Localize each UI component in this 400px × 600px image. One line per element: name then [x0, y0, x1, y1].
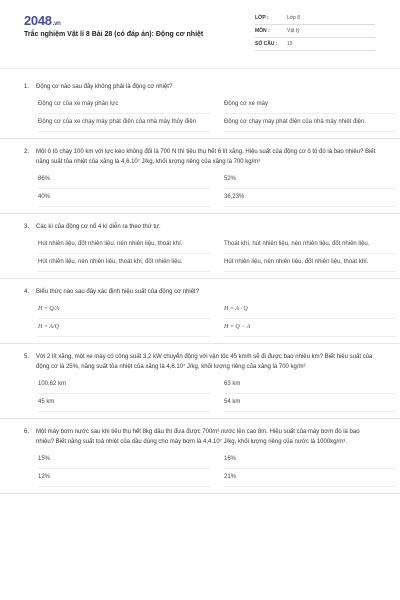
answer-options	[0, 447, 400, 493]
answer-options	[0, 372, 400, 418]
question-text: Các kì của động cơ nổ 4 kì diễn ra theo thứ tự:	[36, 224, 161, 230]
question-item	[0, 74, 400, 139]
question-text: Một máy bơm nước sau khi tiêu thụ hết 8kg dầu thì đưa được 700m³ nước lên cao 8m. Hiệu suất của máy bơm đó là bao nhiêu? Biết năng suất toả nhiệt của dầu dùng cho máy bơm là 4,4.10⁷ J/kg, khối lượng riêng của nước là 1000kg/m³.	[36, 429, 360, 445]
meta-row-subject	[255, 25, 375, 38]
answer-option[interactable]: Hút nhiên liệu, nén nhiên liệu, đốt nhiên liệu, thoát khí.	[224, 254, 396, 272]
answer-option[interactable]: 16%	[224, 451, 396, 469]
answer-option[interactable]: Động cơ của xe máy phản lực	[38, 96, 210, 114]
answer-option[interactable]: 21%	[224, 469, 396, 487]
question-item	[0, 344, 400, 419]
page-title: Trắc nghiệm Vật lí 8 Bài 28 (có đáp án): Động cơ nhiệt	[24, 31, 204, 38]
answer-option[interactable]: Động cơ chạy máy phát điện của nhà máy nhiệt điện.	[224, 114, 396, 132]
question-text: Một ô tô chạy 100 km với lực kéo không đổi là 700 N thì tiêu thụ hết 6 lít xăng. Hiệu suất của động cơ ô tô đó là bao nhiêu? Biết năng suất tỏa nhiệt của xăng là 4,6.10⁷ J/kg, khối lượng riêng của xăng là 700 kg/m³	[36, 149, 376, 165]
question-number: 5.	[24, 354, 30, 360]
meta-value: Vật lý	[287, 28, 300, 34]
meta-row-class	[255, 12, 375, 25]
answer-options	[0, 92, 400, 138]
question-number: 2.	[24, 149, 30, 155]
question-text: Biểu thức nào sau đây xác định hiệu suất của động cơ nhiệt?	[36, 289, 200, 295]
question-item	[0, 279, 400, 344]
answer-option[interactable]: Thoát khí, hút nhiên liệu, nén nhiên liệu, đốt nhiên liệu.	[224, 236, 396, 254]
question-header	[0, 214, 400, 232]
header-divider	[0, 68, 400, 69]
answer-options	[0, 167, 400, 213]
header	[0, 0, 400, 56]
answer-option[interactable]: 63 km	[224, 376, 396, 394]
answer-option[interactable]: Hút nhiên liệu, nén nhiên liệu, thoát khí, đốt nhiên liệu.	[38, 254, 210, 272]
answer-option[interactable]: 15%	[38, 451, 210, 469]
answer-option[interactable]: 36,23%	[224, 189, 396, 207]
meta-table	[255, 12, 375, 51]
answer-option[interactable]: 100,62 km	[38, 376, 210, 394]
meta-value: 15	[287, 41, 293, 47]
answer-option[interactable]: 45 km	[38, 394, 210, 412]
answer-option[interactable]: 52%	[224, 171, 396, 189]
question-text: Động cơ nào sau đây không phải là động cơ nhiệt?	[36, 84, 173, 90]
answer-option[interactable]: 40%	[38, 189, 210, 207]
question-item	[0, 139, 400, 214]
question-header	[0, 419, 400, 447]
meta-value: Lớp 8	[287, 15, 301, 21]
answer-options	[0, 297, 400, 343]
question-header	[0, 139, 400, 167]
answer-option[interactable]: 54 km	[224, 394, 396, 412]
question-header	[0, 344, 400, 372]
question-number: 1.	[24, 84, 30, 90]
answer-option[interactable]: H = Q/A	[38, 301, 210, 319]
answer-option[interactable]: Hút nhiên liệu, đốt nhiên liệu, nén nhiên liệu, thoát khí.	[38, 236, 210, 254]
logo-main: 2048	[24, 13, 52, 28]
meta-key: MÔN :	[255, 28, 270, 34]
question-header	[0, 74, 400, 92]
meta-row-count	[255, 38, 375, 51]
question-text: Với 2 lít xăng, một xe máy có công suất 3,2 kW chuyển động với vận tốc 45 km/h sẽ đi được bao nhiêu km? Biết hiệu suất của động cơ là 25%, năng suất tỏa nhiệt của xăng là 4,6.10⁷ J/kg, khối lượng riêng của xăng là 700 kg/m³	[36, 354, 373, 370]
question-item	[0, 419, 400, 494]
answer-options	[0, 232, 400, 278]
question-header	[0, 279, 400, 297]
meta-key: LỚP :	[255, 15, 269, 21]
question-number: 3.	[24, 224, 30, 230]
question-number: 4.	[24, 289, 30, 295]
answer-option[interactable]: H = A · Q	[224, 301, 396, 319]
answer-option[interactable]: 12%	[38, 469, 210, 487]
answer-option[interactable]: Động cơ xe máy	[224, 96, 396, 114]
answer-option[interactable]: H = Q − A	[224, 319, 396, 337]
question-list	[0, 74, 400, 494]
answer-option[interactable]: 86%	[38, 171, 210, 189]
answer-option[interactable]: H = A/Q	[38, 319, 210, 337]
meta-key: SỐ CÂU :	[255, 41, 278, 47]
question-item	[0, 214, 400, 279]
logo-sub: .vn	[52, 21, 61, 27]
question-number: 6.	[24, 429, 30, 435]
answer-option[interactable]: Động cơ của xe chạy máy phát điện của nhà máy thủy điện	[38, 114, 210, 132]
site-logo[interactable]	[24, 13, 61, 28]
